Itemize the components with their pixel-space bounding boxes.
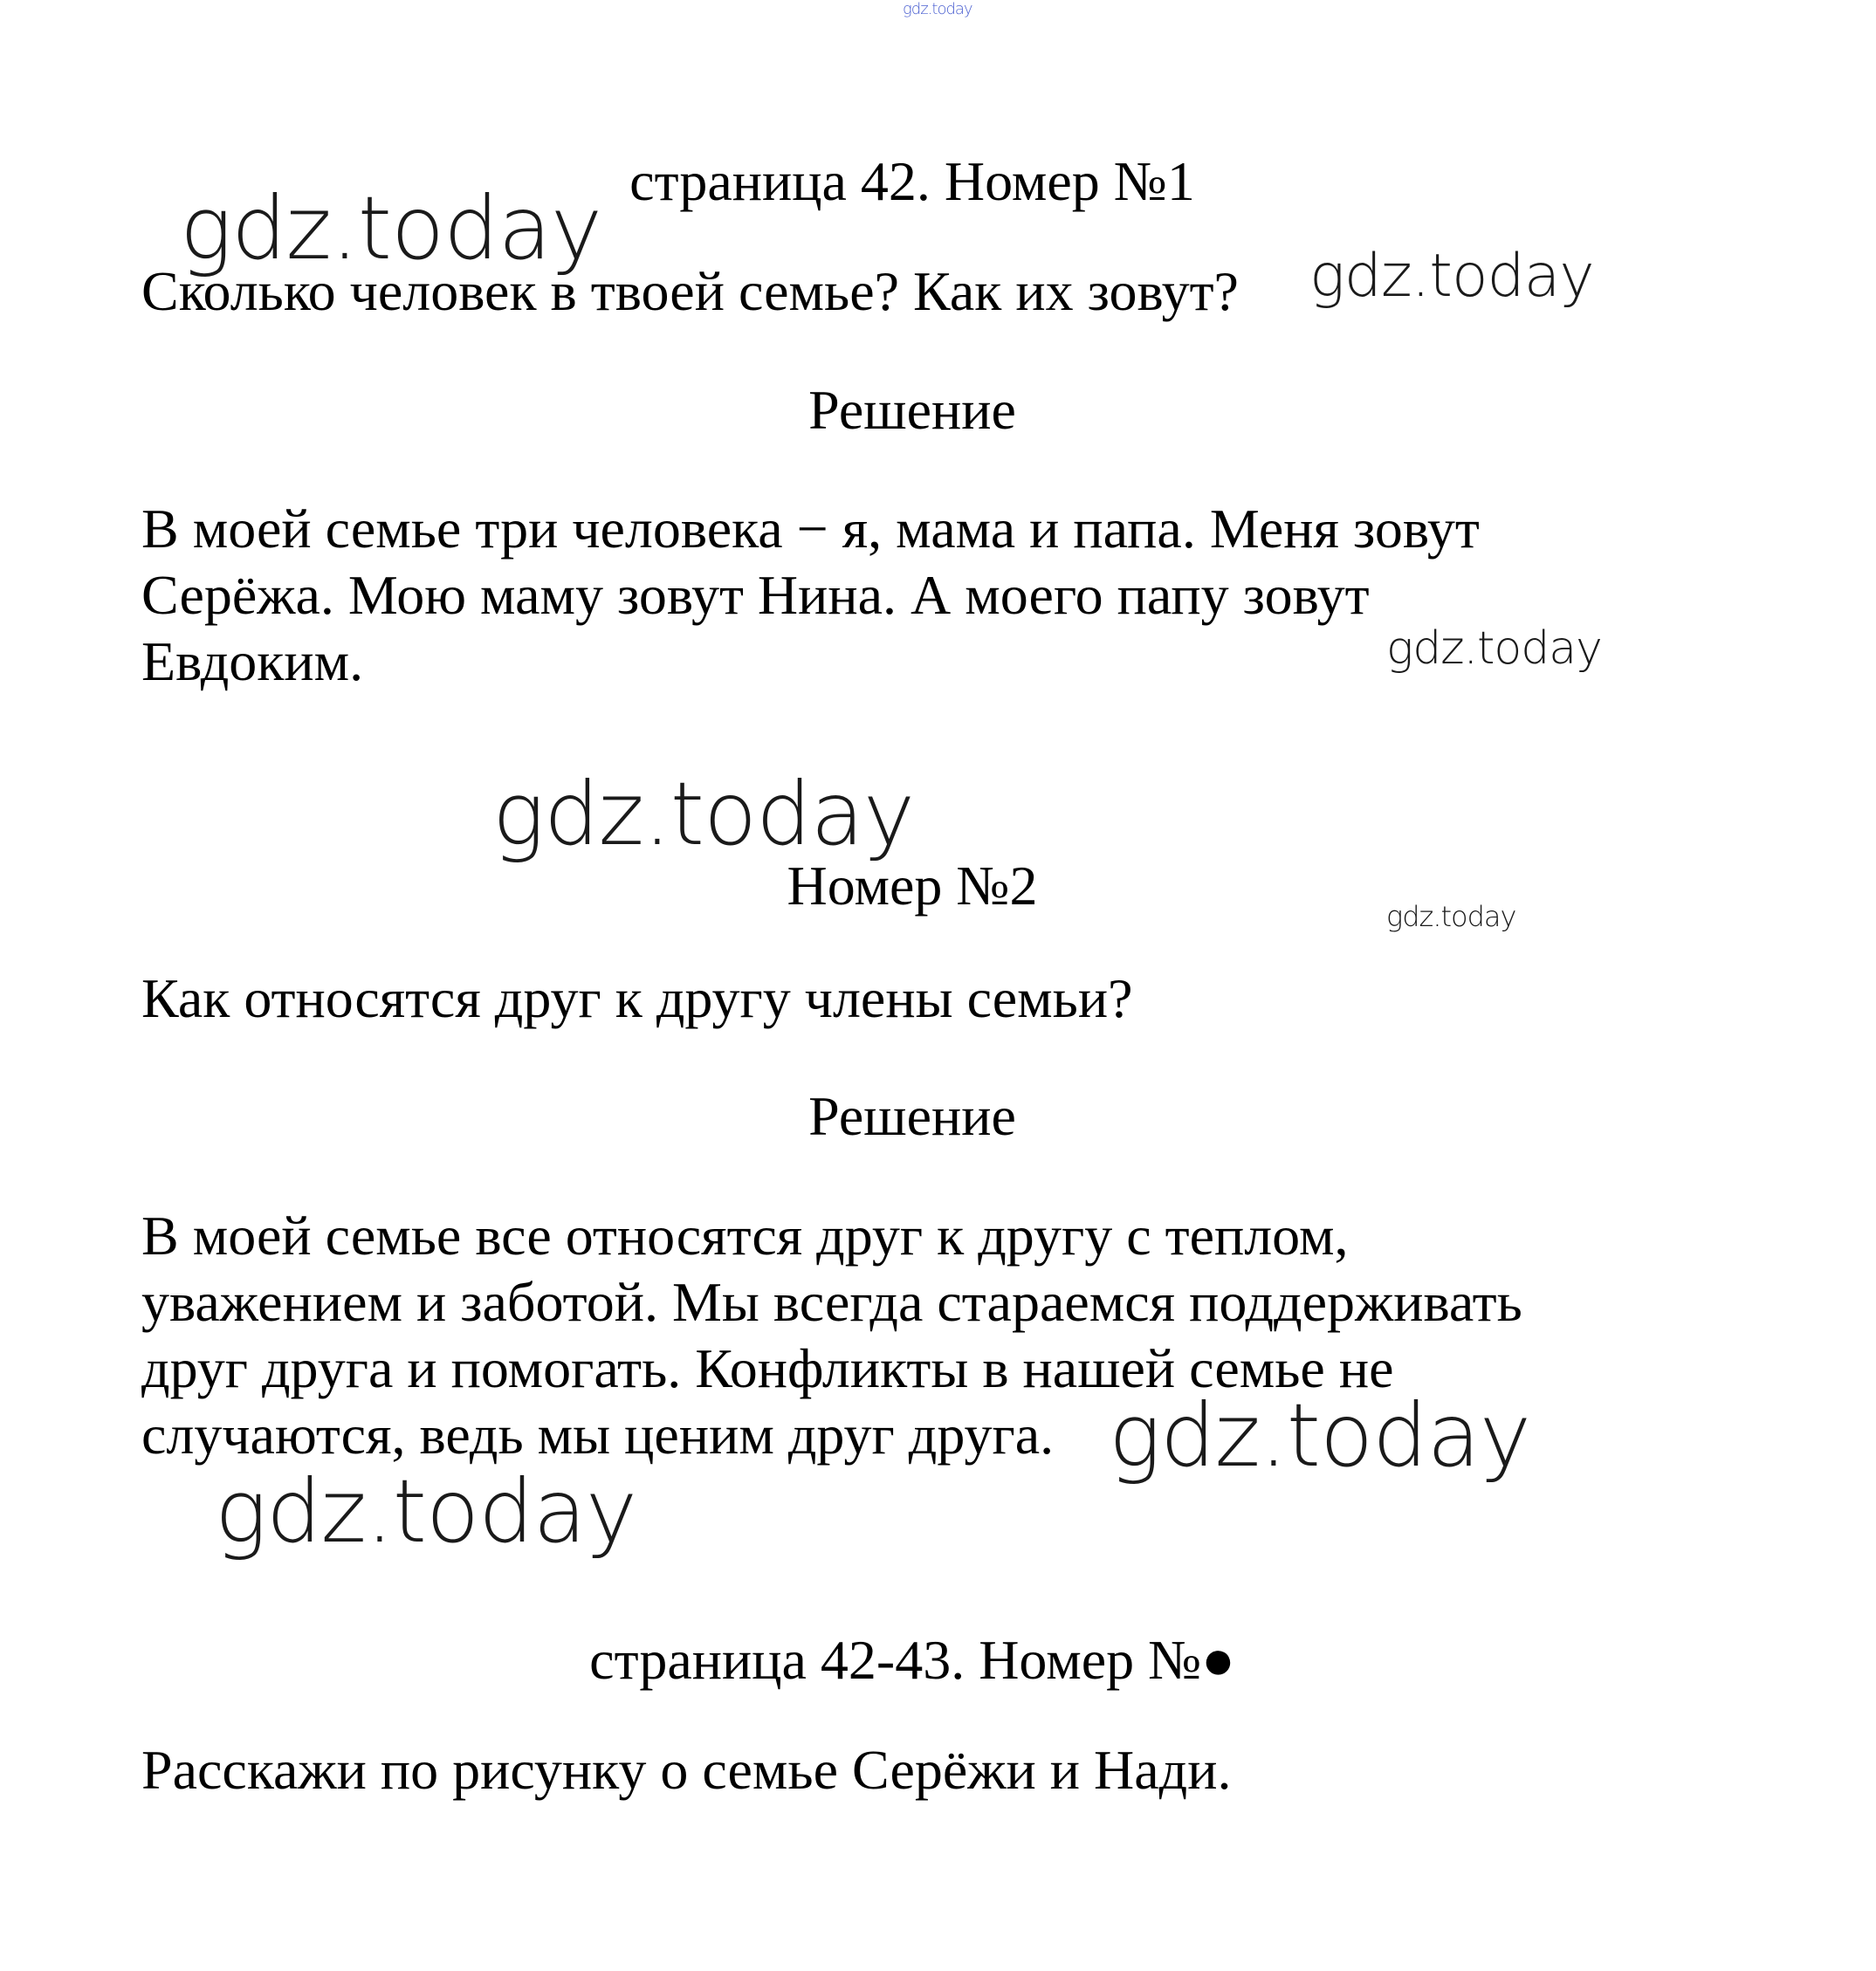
section-2-heading: Номер №2 xyxy=(787,855,1038,917)
watermark-small-top: gdz.today xyxy=(903,0,972,18)
section-2-question: Как относятся друг к другу члены семьи? xyxy=(141,967,1133,1029)
answer-line: Серёжа. Мою маму зовут Нина. А моего папу зовут xyxy=(141,564,1370,626)
watermark: gdz.today xyxy=(1109,1384,1531,1487)
watermark: gdz.today xyxy=(1386,900,1516,933)
section-1-heading: страница 42. Номер №1 xyxy=(629,150,1195,212)
answer-line: друг друга и помогать. Конфликты в нашей семье не xyxy=(141,1337,1394,1399)
section-3-heading: страница 42-43. Номер №● xyxy=(589,1629,1235,1691)
answer-line: уважением и заботой. Мы всегда стараемся поддерживать xyxy=(141,1271,1522,1333)
watermark: gdz.today xyxy=(215,1460,637,1562)
answer-line: В моей семье все относятся друг к другу с теплом, xyxy=(141,1205,1349,1267)
watermark: gdz.today xyxy=(1386,622,1602,675)
watermark: gdz.today xyxy=(180,177,602,279)
answer-line: случаются, ведь мы ценим друг друга. xyxy=(141,1404,1055,1466)
watermark: gdz.today xyxy=(1309,242,1594,311)
section-1-solution-label: Решение xyxy=(808,379,1016,441)
section-3-question: Расскажи по рисунку о семье Серёжи и Нади. xyxy=(141,1739,1232,1801)
section-1-question: Сколько человек в твоей семье? Как их зовут? xyxy=(141,260,1239,322)
answer-line: В моей семье три человека − я, мама и папа. Меня зовут xyxy=(141,498,1480,560)
section-1-answer xyxy=(141,496,1480,695)
answer-line: Евдоким. xyxy=(141,630,364,692)
watermark: gdz.today xyxy=(492,763,915,865)
section-2-solution-label: Решение xyxy=(808,1085,1016,1147)
